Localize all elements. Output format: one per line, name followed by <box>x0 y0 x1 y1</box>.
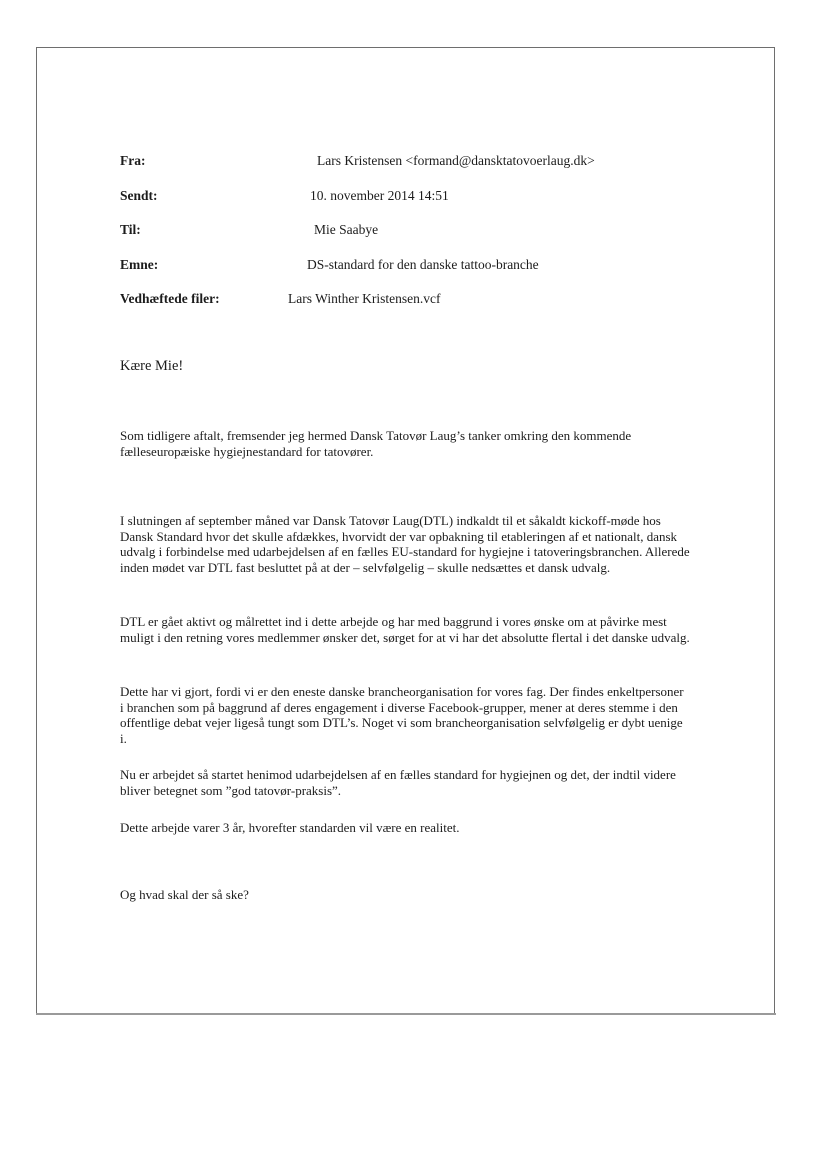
from-label: Fra: <box>120 153 146 168</box>
to-label: Til: <box>120 222 141 237</box>
frame-bottom-edge <box>36 1013 776 1015</box>
attachments-value: Lars Winther Kristensen.vcf <box>288 291 441 306</box>
from-value: Lars Kristensen <formand@dansktatovoerlaug.dk> <box>317 153 595 168</box>
body-paragraph-5: Nu er arbejdet så startet henimod udarbejdelsen af en fælles standard for hygiejnen og det, der indtil videre bliver betegnet som ”god tatovør-praksis”. <box>120 767 676 798</box>
body-paragraph-2: I slutningen af september måned var Dansk Tatovør Laug(DTL) indkaldt til et såkaldt kickoff-møde hos Dansk Standard hvor det skulle afdækkes, hvorvidt der var opbakning til etableringen af et nationalt, dansk udvalg i forbindelse med udarbejdelsen af en fælles EU-standard for hygiejne i tatoveringsbranchen. Allerede inden mødet var DTL fast besluttet på at der – selvfølgelig – skulle nedsættes et dansk udvalg. <box>120 513 690 575</box>
body-paragraph-3: DTL er gået aktivt og målrettet ind i dette arbejde og har med baggrund i vores ønske om at påvirke mest muligt i den retning vores medlemmer ønsker det, sørget for at vi har det absolutte flertal i det danske udvalg. <box>120 614 690 645</box>
attachments-label: Vedhæftede filer: <box>120 291 220 306</box>
subject-label: Emne: <box>120 257 159 272</box>
body-paragraph-4: Dette har vi gjort, fordi vi er den eneste danske brancheorganisation for vores fag. Der findes enkeltpersoner i branchen som på baggrund af deres engagement i diverse Facebook-grupper, mener at deres stemme i den offentlige debat vejer ligeså tungt som DTL’s. Noget vi som brancheorganisation selvfølgelig er dybt uenige i. <box>120 684 684 746</box>
sent-value: 10. november 2014 14:51 <box>310 188 449 203</box>
greeting: Kære Mie! <box>120 358 184 374</box>
body-paragraph-7: Og hvad skal der så ske? <box>120 887 249 902</box>
body-paragraph-1: Som tidligere aftalt, fremsender jeg hermed Dansk Tatovør Laug’s tanker omkring den kommende fælleseuropæiske hygiejnestandard for tatovører. <box>120 428 632 459</box>
to-value: Mie Saabye <box>314 222 379 237</box>
sent-label: Sendt: <box>120 188 158 203</box>
body-paragraph-6: Dette arbejde varer 3 år, hvorefter standarden vil være en realitet. <box>120 820 460 835</box>
subject-value: DS-standard for den danske tattoo-branche <box>307 257 539 272</box>
